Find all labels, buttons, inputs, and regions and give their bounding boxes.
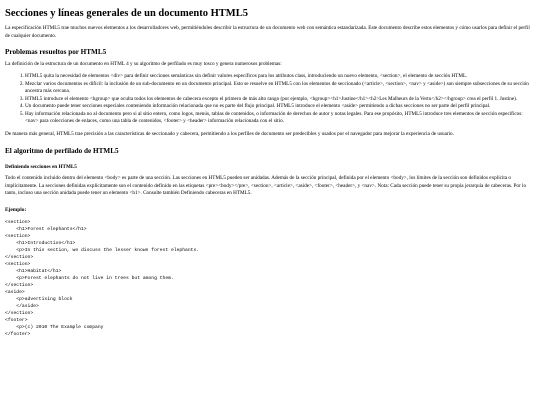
list-item: 2. Mezclar varios documentos es difícil: la inclusión de un sub-documento en un documento principal. Esto se resuelve en HTML5 con los elementos de seccionado (<article>, <section>, <nav> y <aside>) son siempre subsecciones de su sección ancestra más cercana. — [25, 81, 535, 96]
intro-paragraph: La especificación HTML5 trae muchos nuevos elementos a los desarrolladores web, permitiéndoles describir la estructura de un documento web con semántica estandarizada. Este documento describe estos elementos y cómo usarlos para definir el perfil de cualquier documento. — [5, 25, 530, 39]
subsection-heading-defining-sections: Definiendo secciones en HTML5 — [5, 164, 77, 171]
defining-sections-paragraph: Todo el contenido incluido dentro del elemento <body> es parte de una sección. Las secciones en HTML5 pueden ser anidadas. Además de la sección principal, definida por el elemento <body>, los límites de la sección son definidos explícita o implícitamente. La secciones definidas explícitamente son el contenido definido en las etiquetas <pre><body></pre>, <section>, <article>, <aside>, <footer>, <header>, y <nav>. Nota: Cada sección puede tener su propia jerarquía de cabeceras. Por lo tanto, incluso una sección anidada puede tener un elemento <h1>. Consulte también Definiendo cabeceras en HTML5. — [5, 175, 527, 197]
problems-lead-paragraph: La definición de la estructura de un documento en HTML 4 y su algoritmo de perfilado es muy tosco y genera numerosos problemas: — [5, 60, 282, 67]
code-example: <section> <h1>Forest elephants</h1> <section> <h1>Introduction</h1> <p>In this section, we discuss the lesser known forest elephants. </section> <section> <h1>Habitat</h1> <p>Forest elephants do not live in trees but among them. </section> <aside> <p>advertising block </aside> </section> <footer> <p>(c) 2010 The Example company </footer> — [5, 219, 200, 338]
example-heading: Ejemplo: — [5, 207, 27, 214]
section-heading-problems: Problemas resueltos por HTML5 — [5, 48, 107, 57]
list-item: 5. Hay información relacionada no al documento pero si al sitio entero, como logos, menús, tablas de contenidos, o información de derechos de autor y notas legales. Para ese propósito, HTML5 introduce tres elementos de sección específicos: <nav> para colecciones de enlaces, como una tabla de contenidos, <footer> y <header> información relacionada con el sitio. — [25, 111, 535, 126]
list-item: 3. HTML5 introduce el elemento <hgroup> que oculta todos los elementos de cabecera excepto el primero de más alto rango (por ejemplo, <hgroup><h1>Justine</h1><h2>Les Malheurs de la Vertu</h2></hgroup> crea el perfil 1. Justine). — [25, 96, 535, 104]
section-heading-algorithm: El algoritmo de perfilado de HTML5 — [5, 146, 119, 155]
list-item: 4. Un documento puede tener secciones especiales conteniendo información relacionada que no es parte del flujo principal. HTML5 introduce el elemento <aside> permitiendo a dichas secciones no ser parte del perfil principal. — [25, 103, 535, 111]
problems-list — [5, 73, 535, 126]
problems-conclusion-paragraph: De manera más general, HTML5 trae precisión a las características de seccionado y cabecera, permitiendo a los perfiles de documento ser predecibles y usados por el navegador para mejorar la experiencia de usuario. — [5, 131, 454, 138]
page-title: Secciones y líneas generales de un documento HTML5 — [5, 8, 248, 19]
list-item: 1. HTML5 quita la necesidad de elementos <div> para definir secciones semánticas sin definir valores específicos para los atributos class, introduciendo un nuevo elemento, <section>, el elemento de sección HTML. — [25, 73, 535, 81]
